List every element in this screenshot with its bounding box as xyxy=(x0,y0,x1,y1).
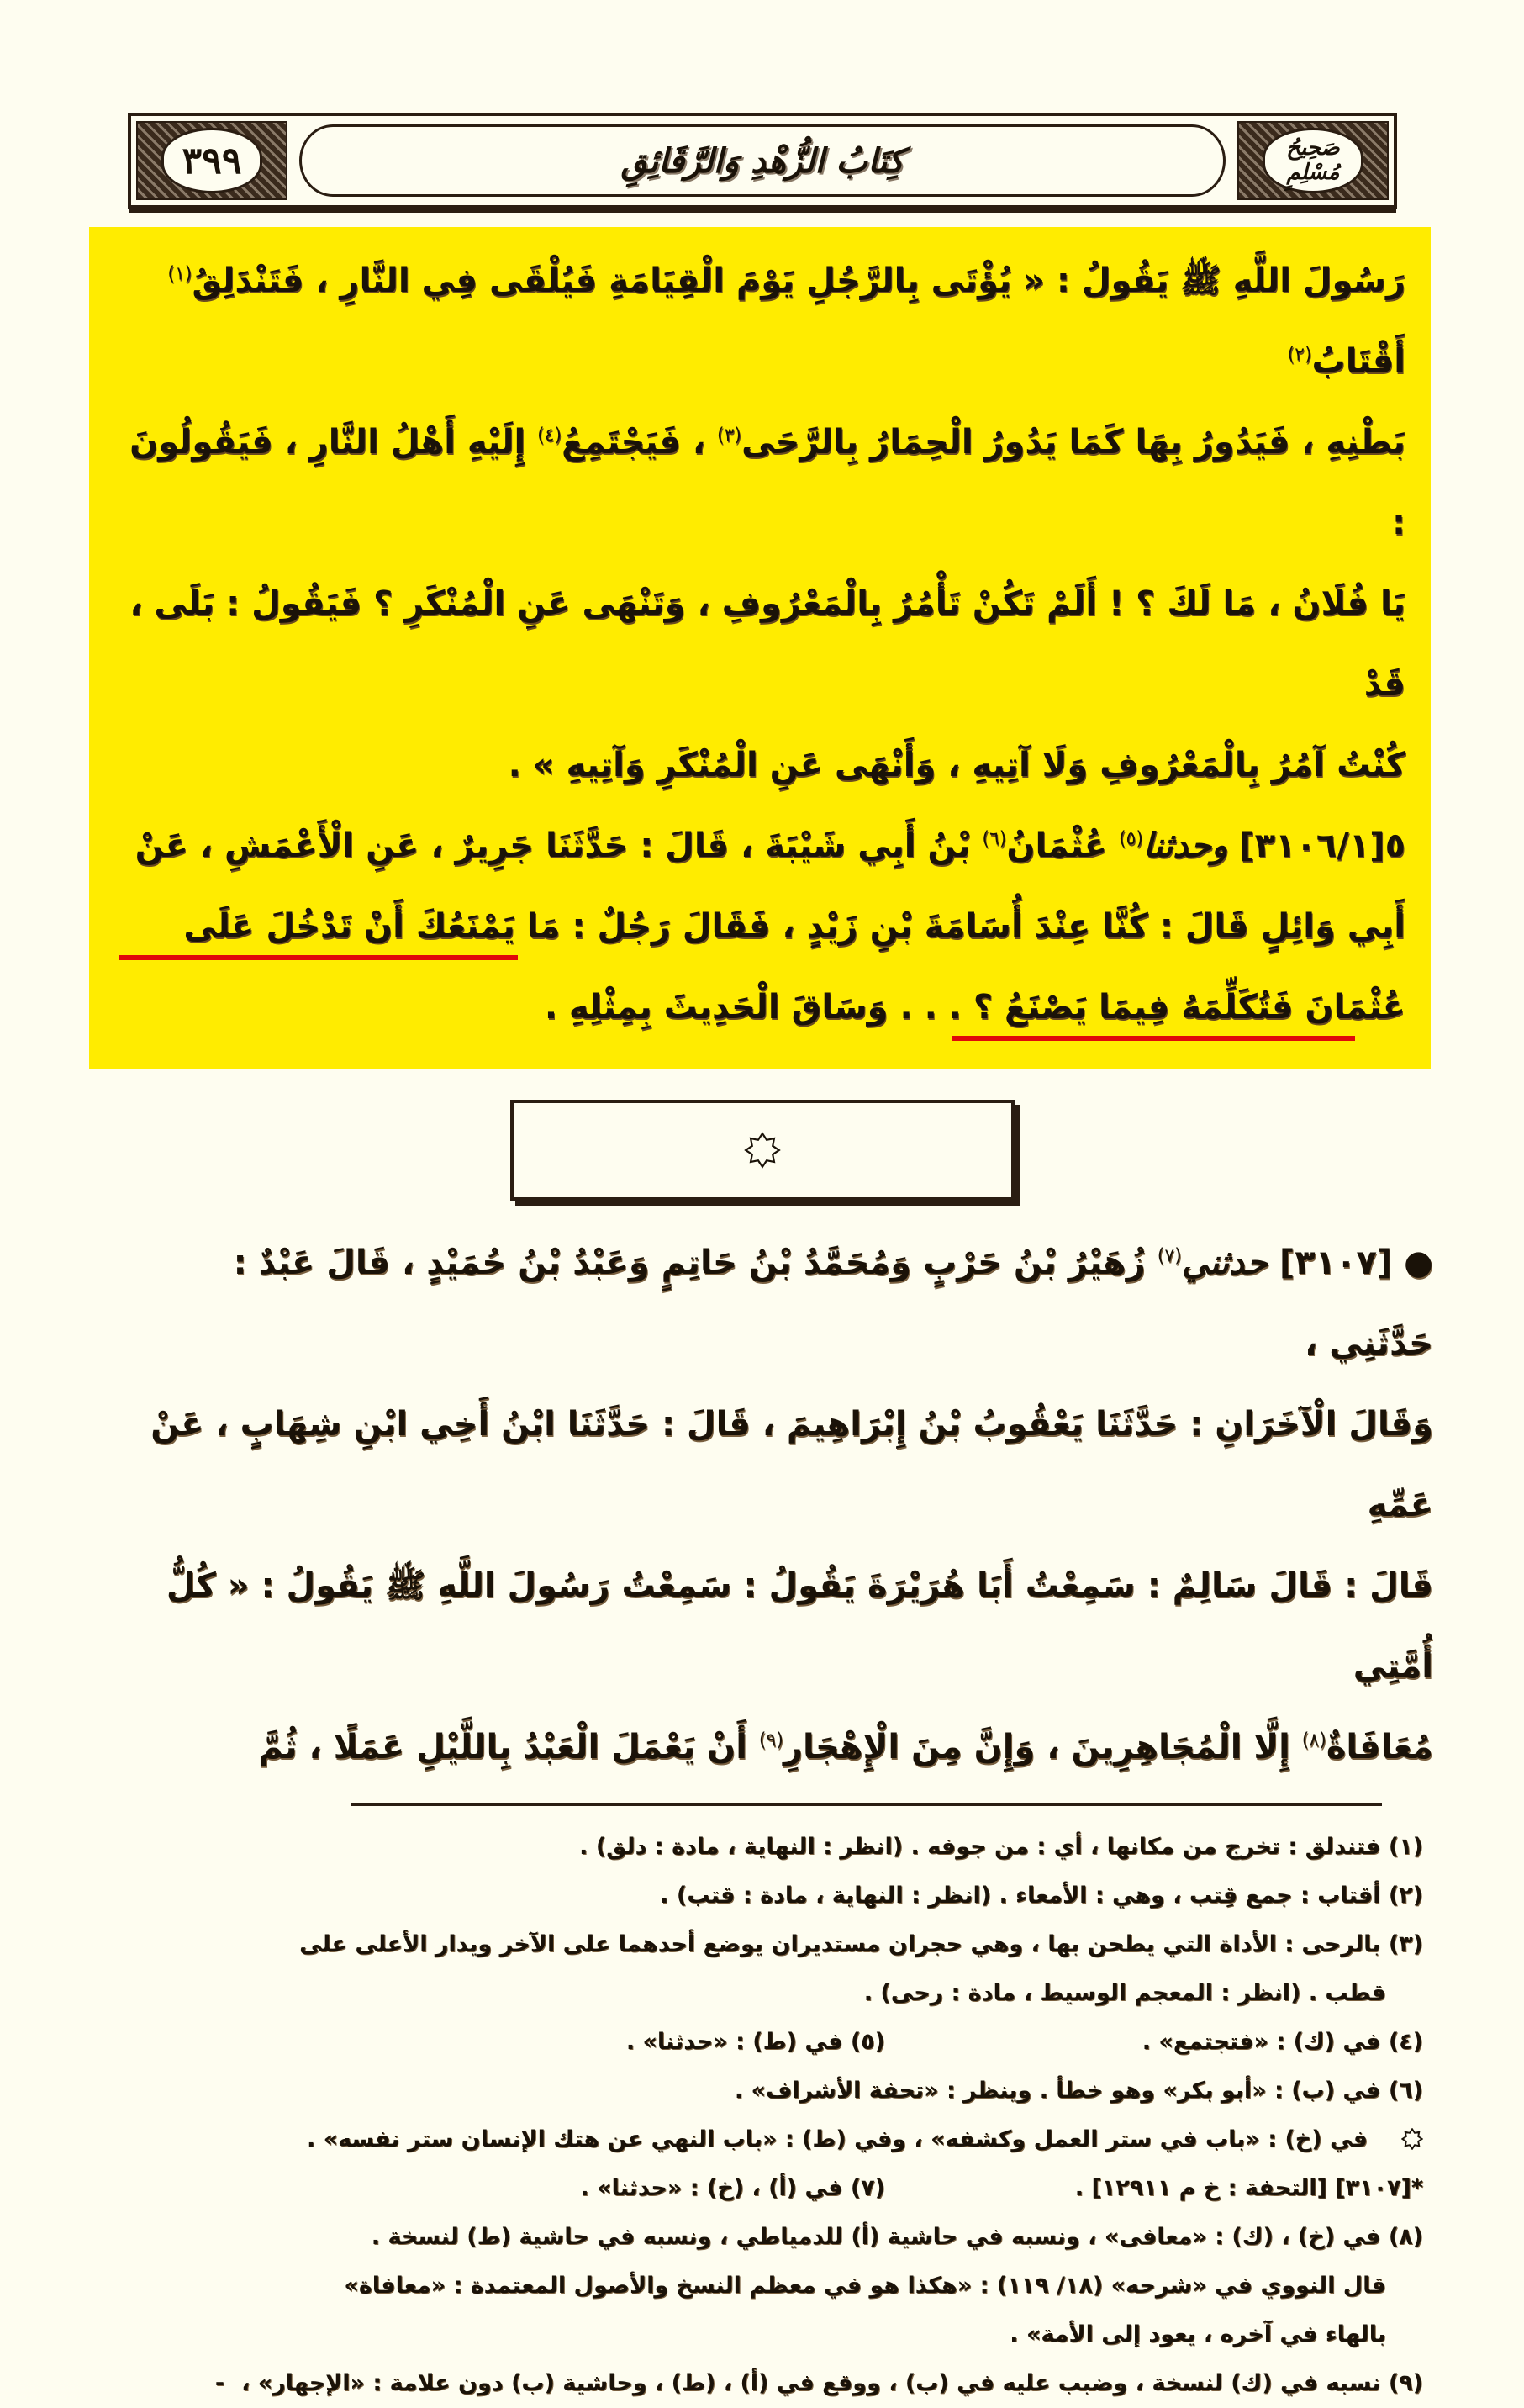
text-segment: زُهَيْرُ بْنُ حَرْبٍ وَمُحَمَّدُ بْنُ حَاتِمٍ وَعَبْدُ بْنُ حُمَيْدٍ ، قَالَ عَبْدٌ : حَدَّثَنِي ، xyxy=(233,1244,1433,1363)
page-number: ٣٩٩ xyxy=(182,139,242,182)
footnote-4: (٤) في (ك) : «فتجتمع» . xyxy=(1142,2029,1423,2055)
book-title: كِتَابُ الزُّهْدِ وَالرَّقَائِقِ xyxy=(620,140,904,181)
text-line xyxy=(118,1545,1433,1707)
footnote-9: (٩) نسبه في (ك) لنسخة ، وضبب عليه في (ب) ، ووقع في (أ) ، (ط) ، وحاشية (ب) دون علامة : «الإجهار» ،- xyxy=(214,2370,1423,2396)
chapter-title-note: في (خ) : «باب في ستر العمل وكشفه» ، وفي (ط) : «باب النهي عن هتك الإنسان ستر نفسه» . xyxy=(126,2115,1423,2164)
page-body-flow xyxy=(0,1069,1524,2408)
footnote-2: (٢) أقتاب : جمع قِتب ، وهي : الأمعاء . (انظر : النهاية ، مادة : قتب) . xyxy=(660,1883,1423,1909)
footnote-marker[interactable]: (٣) xyxy=(717,425,742,446)
text-segment: قَالَ : قَالَ سَالِمٌ : سَمِعْتُ أَبَا هُرَيْرَةَ يَقُولُ : سَمِعْتُ رَسُولَ اللَّهِ ﷺ يَقُولُ : « كُلُّ أُمَّتِي xyxy=(166,1566,1433,1686)
text-line xyxy=(119,240,1405,402)
footnote-8: (٨) في (خ) ، (ك) : «معافى» ، ونسبه في حاشية (أ) للدمياطي ، ونسبه في حاشية (ط) لنسخة . xyxy=(371,2224,1423,2250)
red-underline-2 xyxy=(952,1036,1355,1041)
page-number-medallion xyxy=(161,128,262,193)
running-header xyxy=(128,113,1397,209)
footnote-marker[interactable]: (٦) xyxy=(982,828,1007,850)
text-line xyxy=(119,725,1405,805)
hadith-3107 xyxy=(118,1222,1433,1788)
footnote-marker[interactable]: (٨) xyxy=(1301,1729,1326,1751)
text-segment: أَنْ يَعْمَلَ الْعَبْدُ بِاللَّيْلِ عَمَلًا ، ثُمَّ xyxy=(258,1728,759,1766)
text-segment: عُثْمَانُ xyxy=(1006,826,1119,865)
footnote-7: (٧) في (أ) ، (خ) : «حدثنا» . xyxy=(580,2175,885,2201)
highlighted-passage xyxy=(89,227,1431,1069)
text-segment: يَا فُلَانُ ، مَا لَكَ ؟ ! أَلَمْ تَكُنْ تَأْمُرُ بِالْمَعْرُوفِ ، وَتَنْهَى عَنِ الْمُنْكَرِ ؟ فَيَقُولُ : بَلَى ، قَدْ xyxy=(129,584,1405,704)
text-segment: وَقَالَ الْآخَرَانِ : حَدَّثَنَا يَعْقُوبُ بْنُ إِبْرَاهِيمَ ، قَالَ : حَدَّثَنَا ابْنُ أَخِي ابْنِ شِهَابٍ ، عَنْ عَمِّهِ xyxy=(150,1405,1433,1524)
eight-point-star-icon xyxy=(744,1132,781,1169)
text-line xyxy=(118,1222,1433,1384)
hadith-3106-line xyxy=(119,805,1405,886)
footnote-lemma: فتندلق : xyxy=(1288,1834,1381,1860)
hadith-3106-line xyxy=(119,967,1405,1048)
text-segment: إِلَيْهِ أَهْلُ النَّارِ ، فَيَقُولُونَ : xyxy=(129,423,1405,542)
chapter-separator-box xyxy=(510,1100,1015,1201)
book-title-frame xyxy=(299,124,1226,197)
text-segment: بْنُ أَبِي شَيْبَةَ ، قَالَ : حَدَّثَنَا جَرِيرٌ ، عَنِ الْأَعْمَشِ ، عَنْ xyxy=(134,826,983,865)
footnote-marker[interactable]: (٧) xyxy=(1157,1245,1182,1267)
text-line xyxy=(118,1384,1433,1545)
footnote-1: (١) فتندلق : تخرج من مكانها ، أي : من جوفه . (انظر : النهاية ، مادة : دلق) . xyxy=(579,1834,1423,1860)
red-underline-1 xyxy=(119,955,518,960)
footnote-lemma: بالرحى : xyxy=(1284,1931,1381,1957)
footnote-8-nawawi: قال النووي في «شرحه» (١٨/ ١١٩) : «هكذا هو في معظم النسخ والأصول المعتمدة : «معافاة» xyxy=(344,2273,1386,2299)
text-segment: ٥[٣١٠٦/١] xyxy=(1227,826,1405,865)
text-line xyxy=(118,1707,1433,1788)
footnote-lemma: أقتاب : xyxy=(1300,1883,1381,1909)
text-segment: بَطْنِهِ ، فَيَدُورُ بِهَا كَمَا يَدُورُ الْحِمَارُ بِالرَّحَى xyxy=(741,423,1405,462)
text-segment: إِلَّا الْمُجَاهِرِينَ ، وَإِنَّ مِنَ الْإِهْجَارِ xyxy=(783,1728,1302,1766)
isnad-keyword: حدثني xyxy=(1181,1244,1268,1282)
text-segment: مُعَافَاةٌ xyxy=(1326,1728,1433,1766)
footnote-separator-rule xyxy=(351,1803,1382,1806)
footnote-8-continuation: بالهاء في آخره ، يعود إلى الأمة» . xyxy=(1010,2321,1386,2347)
footnote-marker[interactable]: (٢) xyxy=(1287,344,1312,366)
highlighted-text xyxy=(119,240,1405,1048)
text-segment: ، فَيَجْتَمِعُ xyxy=(562,423,717,462)
book-logo-medallion xyxy=(1263,128,1363,193)
footnote-marker[interactable]: (٤) xyxy=(537,425,562,446)
text-line xyxy=(119,563,1405,725)
text-segment: عُثْمَانَ فَتُكَلِّمَهُ فِيمَا يَصْنَعُ ؟ . . . وَسَاقَ الْحَدِيثَ بِمِثْلِهِ . xyxy=(544,988,1405,1027)
text-line xyxy=(119,402,1405,563)
text-segment: أَبِي وَائِلٍ قَالَ : كُنَّا عِنْدَ أُسَامَةَ بْنِ زَيْدٍ ، فَقَالَ رَجُلٌ : مَا يَمْنَعُكَ أَنْ تَدْخُلَ عَلَى xyxy=(183,907,1405,946)
footnote-3: (٣) بالرحى : الأداة التي يطحن بها ، وهي حجران مستديران يوضع أحدهما على الآخر ويدار الأعلى على xyxy=(299,1931,1423,1957)
tuhfa-reference: *[٣١٠٧] [التحفة : خ م ١٢٩١١] . xyxy=(1074,2175,1423,2201)
isnad-keyword: وحدثنا xyxy=(1142,826,1228,865)
footnotes-4-5 xyxy=(126,2018,1423,2067)
book-logo-cartouche xyxy=(1237,121,1389,200)
eight-point-star-icon xyxy=(1401,2128,1423,2150)
tuhfa-and-footnote-7 xyxy=(126,2164,1423,2213)
text-segment: كُنْتُ آمُرُ بِالْمَعْرُوفِ وَلَا آتِيهِ ، وَأَنْهَى عَنِ الْمُنْكَرِ وَآتِيهِ » . xyxy=(508,746,1405,784)
continuation-dash: - xyxy=(214,2370,225,2396)
footnote-marker[interactable]: (٩) xyxy=(758,1729,783,1751)
hadith-3106-line xyxy=(119,886,1405,967)
book-logo: صَحِيحُ مُسْلِمٍ xyxy=(1286,135,1340,185)
text-segment: أَقْتَابُ xyxy=(1311,342,1405,381)
footnotes xyxy=(126,1823,1423,2408)
footnote-marker[interactable]: (٥) xyxy=(1118,828,1143,850)
footnote-marker[interactable]: (١) xyxy=(167,263,192,285)
footnote-3-continuation: قطب . (انظر : المعجم الوسيط ، مادة : رحى) . xyxy=(863,1980,1386,2006)
text-segment: رَسُولَ اللَّهِ ﷺ يَقُولُ : « يُؤْتَى بِالرَّجُلِ يَوْمَ الْقِيَامَةِ فَيُلْقَى فِي النَّارِ ، فَتَنْدَلِقُ xyxy=(192,261,1405,300)
footnote-5: (٥) في (ط) : «حدثنا» . xyxy=(625,2029,885,2055)
page-number-cartouche xyxy=(136,121,287,200)
footnote-6: (٦) في (ب) : «أبو بكر» وهو خطأ . وينظر : «تحفة الأشراف» . xyxy=(734,2078,1423,2104)
text-segment: ● [٣١٠٧] xyxy=(1268,1244,1433,1282)
